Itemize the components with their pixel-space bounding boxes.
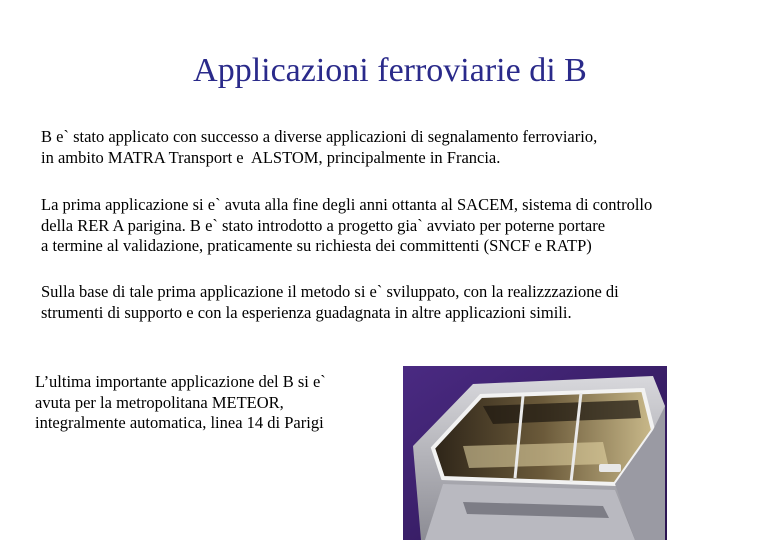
paragraph-sacem: La prima applicazione si e` avuta alla fine degli anni ottanta al SACEM, sistema di controllo della RER A parigina. B e` stato introdotto a progetto gia` avviato per poterne portare a termine al validazione, praticamente su richiesta dei committenti (SNCF e RATP) (41, 195, 653, 255)
meteor-train-photo (403, 366, 667, 540)
meteor-train-illustration (403, 366, 667, 540)
paragraph-meteor-caption: L’ultima importante applicazione del B si e` avuta per la metropolitana METEOR, integralmente automatica, linea 14 di Parigi (35, 372, 326, 432)
paragraph-intro: B e` stato applicato con successo a diverse applicazioni di segnalamento ferroviario, in ambito MATRA Transport e ALSTOM, principalmente in Francia. (41, 127, 598, 167)
slide-title: Applicazioni ferroviarie di B (193, 52, 587, 89)
paragraph-development: Sulla base di tale prima applicazione il metodo si e` sviluppato, con la realizzzazione di strumenti di supporto e con la esperienza guadagnata in altre applicazioni simili. (41, 282, 619, 322)
